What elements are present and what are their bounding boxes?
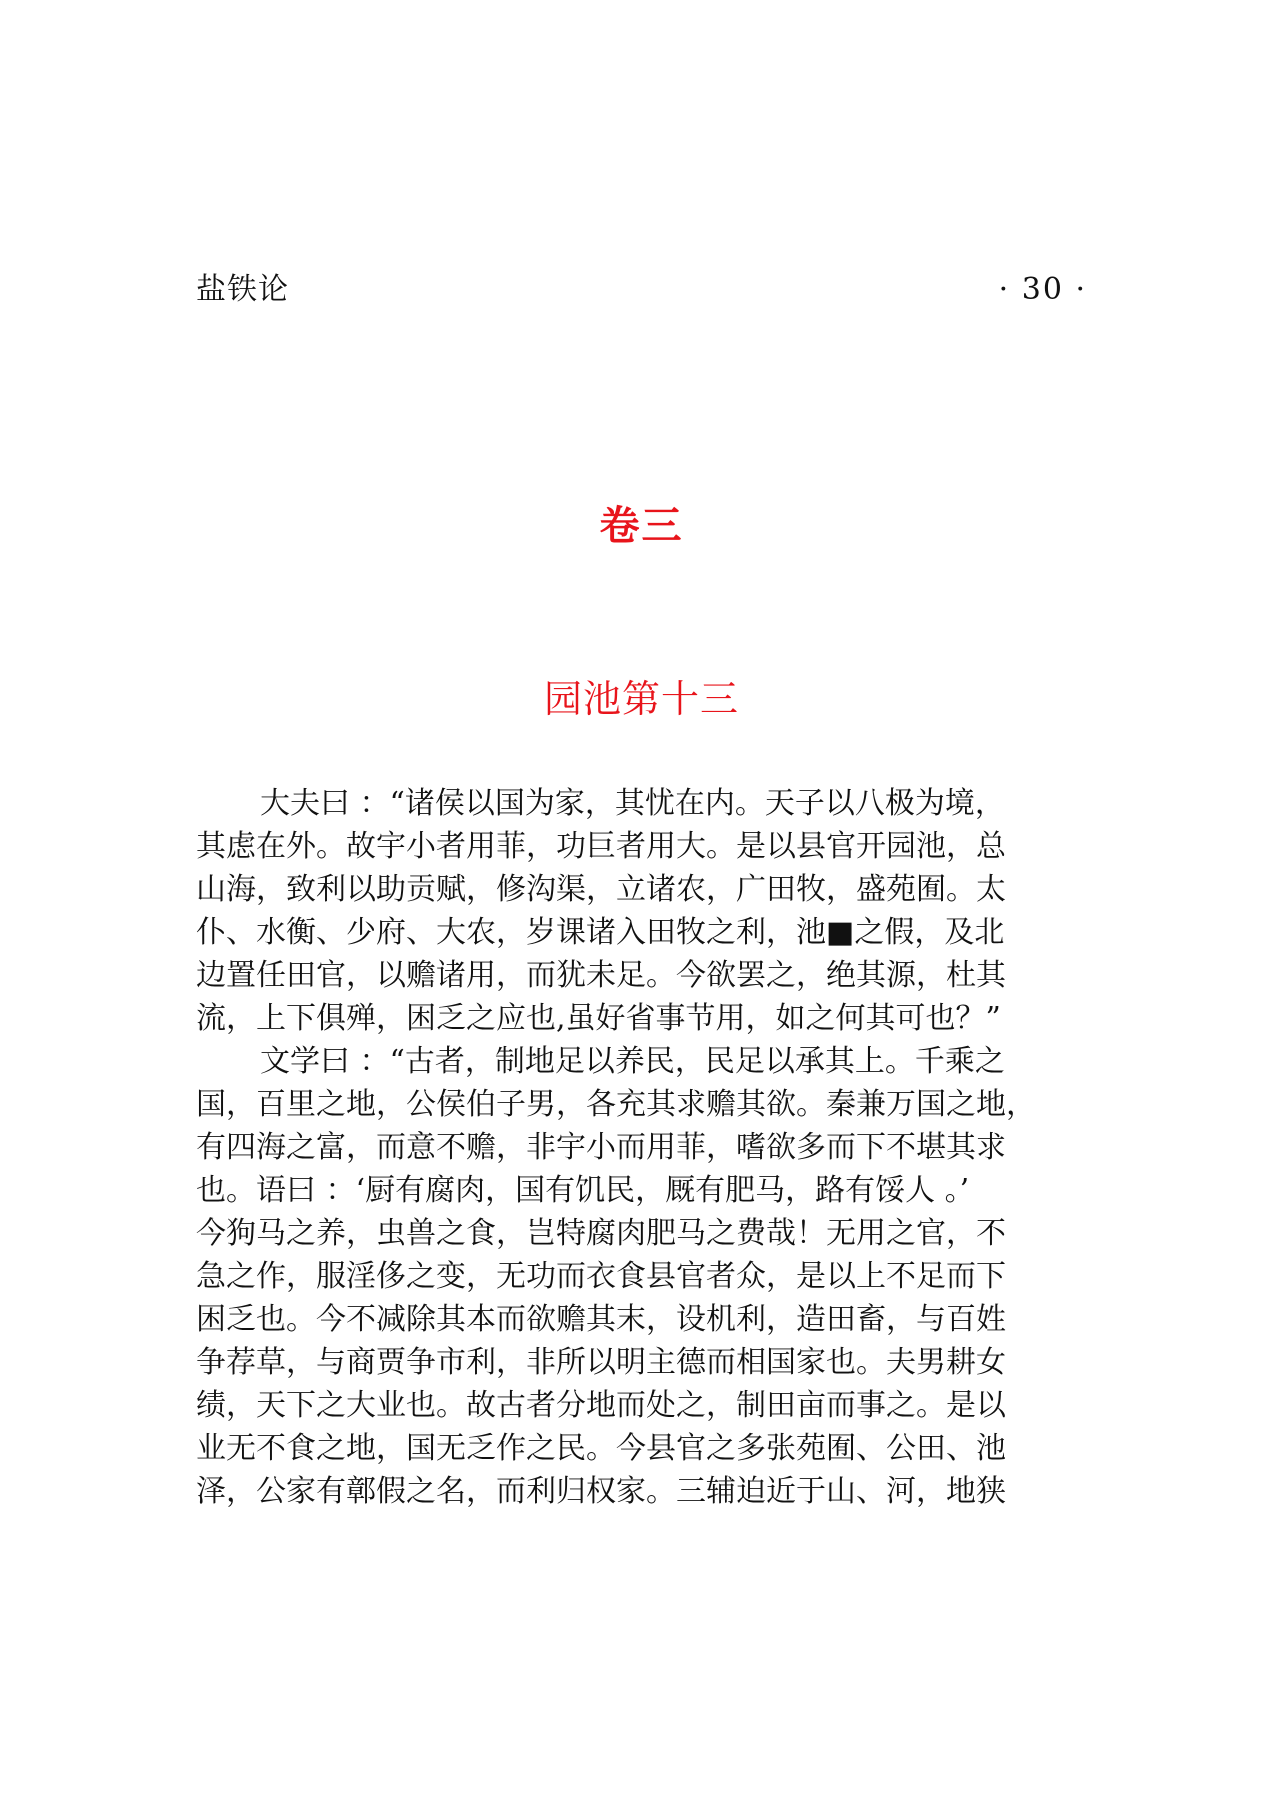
text-line: 今狗马之养，虫兽之食，岂特腐肉肥马之费哉！无用之官，不 bbox=[196, 1216, 1006, 1251]
text-line: 有四海之富，而意不赡，非宇小而用菲，嗜欲多而下不堪其求 bbox=[196, 1130, 1006, 1165]
text-line: 国，百里之地，公侯伯子男，各充其求赡其欲。秦兼万国之地， bbox=[196, 1087, 1036, 1122]
text-line: 困乏也。今不减除其本而欲赡其末，设机利，造田畜，与百姓 bbox=[196, 1302, 1006, 1337]
text-line: 文学曰 ：“古者，制地足以养民，民足以承其上。千乘之 bbox=[260, 1044, 1005, 1079]
text-line: 仆、水衡、少府、大农，岁课诸入田牧之利，池■之假，及北 bbox=[196, 915, 1005, 950]
text-line: 绩，天下之大业也。故古者分地而处之，制田亩而事之。是以 bbox=[196, 1388, 1006, 1423]
text-line: 也。语曰 ：‘厨有腐肉，国有饥民，厩有肥马，路有馁人 。’ bbox=[196, 1173, 970, 1208]
book-title: 盐铁论 bbox=[196, 272, 289, 307]
text-line: 泽，公家有鄣假之名，而利归权家。三辅迫近于山、河，地狭 bbox=[196, 1474, 1006, 1509]
text-line: 边置任田官，以赡诸用，而犹未足。今欲罢之，绝其源，杜其 bbox=[196, 958, 1006, 993]
page-header bbox=[196, 268, 1087, 312]
text-line: 争荐草，与商贾争市利，非所以明主德而相国家也。夫男耕女 bbox=[196, 1345, 1006, 1380]
text-line: 其虑在外。故宇小者用菲，功巨者用大。是以县官开园池，总 bbox=[196, 829, 1006, 864]
text-line: 大夫曰 ：“诸侯以国为家，其忧在内。天子以八极为境， bbox=[260, 786, 1005, 821]
text-line: 业无不食之地，国无乏作之民。今县官之多张苑囿、公田、池 bbox=[196, 1431, 1006, 1466]
page-number: · 30 · bbox=[998, 272, 1087, 307]
text-line: 急之作，服淫侈之变，无功而衣食县官者众，是以上不足而下 bbox=[196, 1259, 1006, 1294]
chapter-title: 园池第十三 bbox=[543, 677, 739, 721]
text-line: 流，上下俱殚，困乏之应也,虽好省事节用，如之何其可也？” bbox=[196, 1001, 1001, 1036]
text-line: 山海，致利以助贡赋，修沟渠，立诸农，广田牧，盛苑囿。太 bbox=[196, 872, 1006, 907]
volume-title: 卷三 bbox=[599, 503, 684, 549]
body-text bbox=[196, 782, 1099, 1513]
